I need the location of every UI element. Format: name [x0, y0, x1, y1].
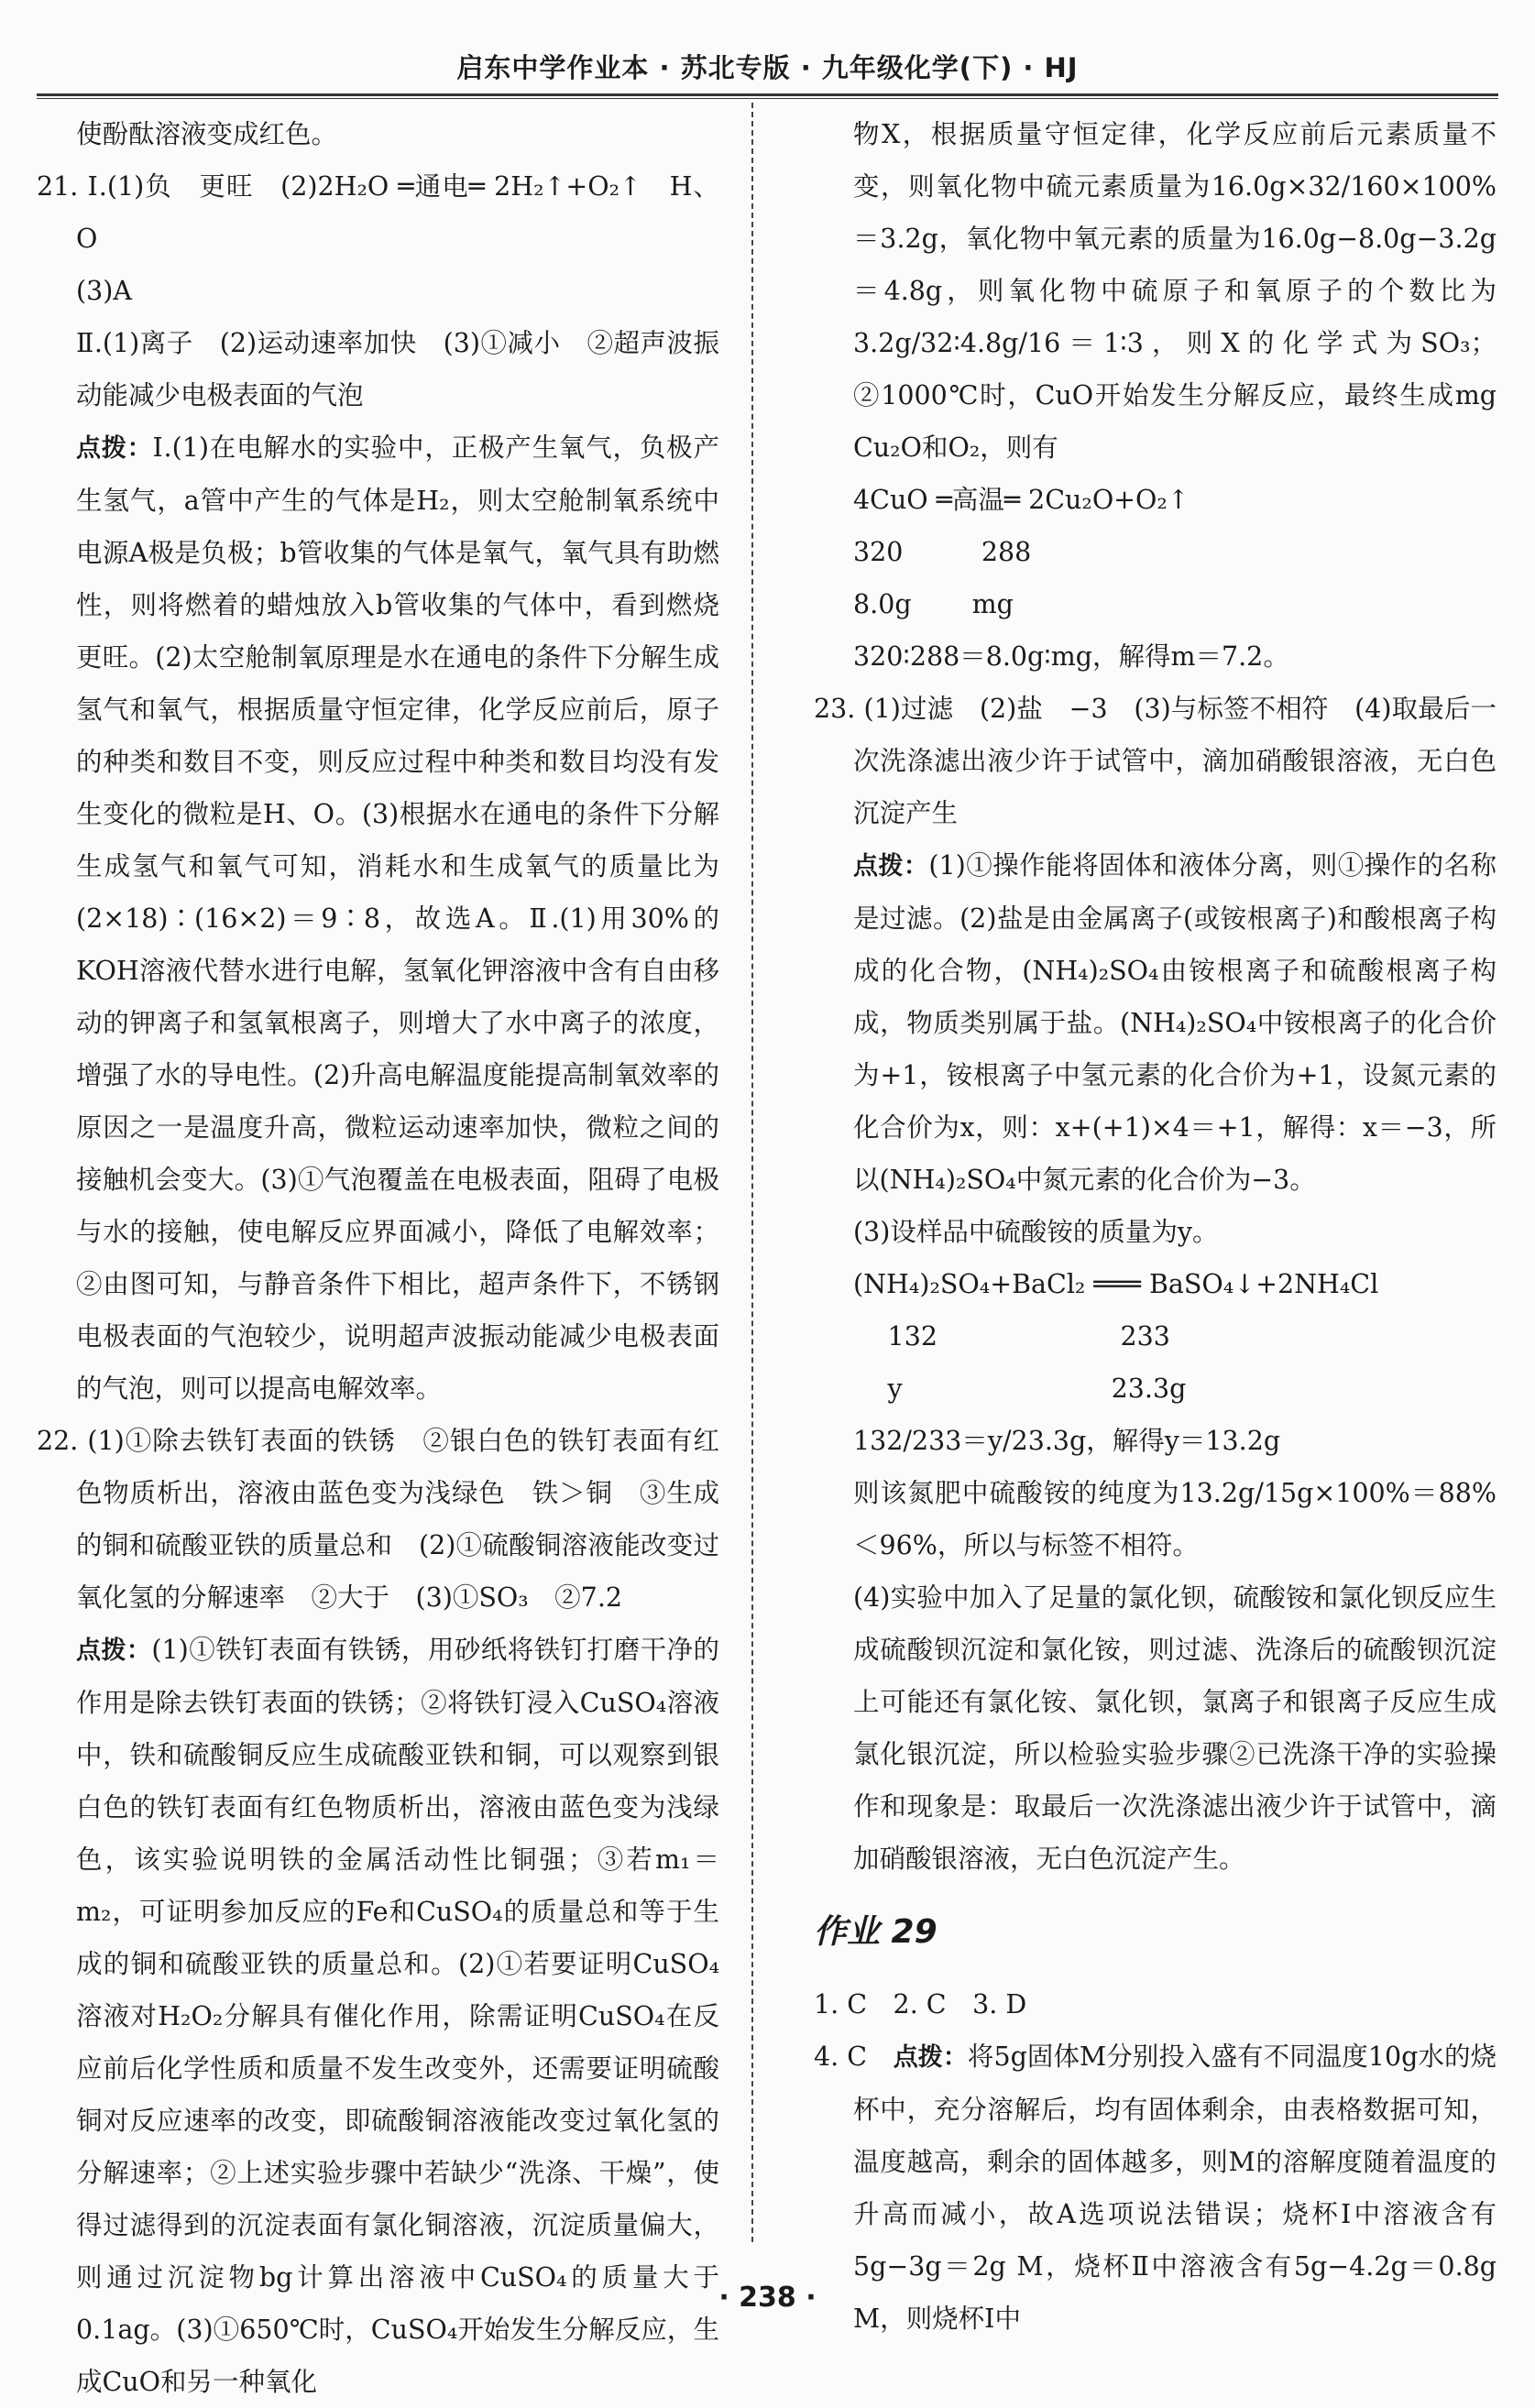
hint-label: 点拨：: [853, 852, 929, 881]
header-title: 启东中学作业本 · 苏北专版 · 九年级化学(下) · HJ: [456, 52, 1079, 83]
column-divider: [751, 103, 753, 2242]
answer-21: 21. Ⅰ.(1)负 更旺 (2)2H₂O ═通电═ 2H₂↑+O₂↑ H、O: [37, 171, 719, 254]
hint-21: [37, 421, 719, 1415]
page-header: [0, 0, 1535, 92]
paragraph: 则该氮肥中硫酸铵的纯度为13.2g/15g×100%＝88%＜96%，所以与标签不相符。: [853, 1478, 1497, 1560]
paragraph: 物X，根据质量守恒定律，化学反应前后元素质量不变，则氧化物中硫元素质量为16.0g×32/160×100%＝3.2g，氧化物中氧元素的质量为16.0g−8.0g−3.2g＝4.8g，则氧化物中硫原子和氧原子的个数比为3.2g/32∶4.8g/16＝1∶3，则X的化学式为SO₃；②1000℃时，CuO开始发生分解反应，最终生成mg Cu₂O和O₂，则有: [853, 119, 1497, 463]
answer-22: 22. (1)①除去铁钉表面的铁锈 ②银白色的铁钉表面有红色物质析出，溶液由蓝色变为浅绿色 铁＞铜 ③生成的铜和硫酸亚铁的质量总和 (2)①硫酸铜溶液能改变过氧化氢的分解速率 ②大于 (3)①SO₃ ②7.2: [37, 1426, 719, 1613]
hint-23: [814, 839, 1497, 1206]
hint-text: (1)①操作能将固体和液体分离，则①操作的名称是过滤。(2)盐是由金属离子(或铵根离子)和酸根离子构成的化合物，(NH₄)₂SO₄由铵根离子和硫酸根离子构成，物质类别属于盐。(NH₄)₂SO₄中铵根离子的化合价为+1，铵根离子中氢元素的化合价为+1，设氮元素的化合价为x，则：x+(+1)×4＝+1，解得：x＝−3，所以(NH₄)₂SO₄中氮元素的化合价为−3。: [853, 850, 1497, 1195]
right-column: [814, 108, 1497, 2345]
paragraph: 使酚酞溶液变成红色。: [76, 119, 338, 149]
hint-label: 点拨：: [893, 2043, 968, 2072]
answer-prefix: 4. C: [814, 2041, 894, 2072]
paragraph: (4)实验中加入了足量的氯化钡，硫酸铵和氯化钡反应生成硫酸钡沉淀和氯化铵，则过滤、洗涤后的硫酸钡沉淀上可能还有氯化铵、氯化钡，氯离子和银离子反应生成氯化银沉淀，所以检验实验步骤②已洗涤干净的实验操作和现象是：取最后一次洗涤滤出液少许于试管中，滴加硝酸银溶液，无白色沉淀产生。: [853, 1582, 1497, 1874]
page-number: · 238 ·: [718, 2282, 817, 2314]
paragraph: (3)设样品中硫酸铵的质量为y。: [853, 1217, 1219, 1247]
equation-mass: 8.0g mg: [853, 589, 1014, 619]
answer-23: 23. (1)过滤 (2)盐 −3 (3)与标签不相符 (4)取最后一次洗涤滤出液少许于试管中，滴加硝酸银溶液，无白色沉淀产生: [814, 694, 1497, 828]
header-rule-thin: [37, 98, 1498, 99]
hint-label: 点拨：: [76, 434, 153, 463]
paragraph: 132/233＝y/23.3g，解得y＝13.2g: [853, 1426, 1281, 1456]
equation: 4CuO ═高温═ 2Cu₂O+O₂↑: [853, 485, 1190, 515]
paragraph: 320∶288＝8.0g∶mg，解得m＝7.2。: [853, 641, 1289, 672]
equation-mass: y 23.3g: [853, 1374, 1187, 1404]
equation: (NH₄)₂SO₄+BaCl₂ ═══ BaSO₄↓+2NH₄Cl: [853, 1269, 1379, 1299]
hint-text: Ⅰ.(1)在电解水的实验中，正极产生氧气，负极产生氢气，a管中产生的气体是H₂，则太空舱制氧系统中电源A极是负极；b管收集的气体是氧气，氧气具有助燃性，则将燃着的蜡烛放入b管收集的气体中，看到燃烧更旺。(2)太空舱制氧原理是水在通电的条件下分解生成氢气和氧气，根据质量守恒定律，化学反应前后，原子的种类和数目不变，则反应过程中种类和数目均没有发生变化的微粒是H、O。(3)根据水在通电的条件下分解生成氢气和氧气可知，消耗水和生成氧气的质量比为(2×18)∶(16×2)＝9∶8，故选A。Ⅱ.(1)用30%的KOH溶液代替水进行电解，氢氧化钾溶液中含有自由移动的钾离子和氢氧根离子，则增大了水中离子的浓度，增强了水的导电性。(2)升高电解温度能提高制氧效率的原因之一是温度升高，微粒运动速率加快，微粒之间的接触机会变大。(3)①气泡覆盖在电极表面，阻碍了电极与水的接触，使电解反应界面减小，降低了电解效率；②由图可知，与静音条件下相比，超声条件下，不锈钢电极表面的气泡较少，说明超声波振动能减少电极表面的气泡，则可以提高电解效率。: [76, 432, 719, 1404]
hint-text: 将5g固体M分别投入盛有不同温度10g水的烧杯中，充分溶解后，均有固体剩余，由表格数据可知，温度越高，剩余的固体越多，则M的溶解度随着温度的升高而减小，故A选项说法错误；烧杯Ⅰ中溶液含有5g−3g＝2g M，烧杯Ⅱ中溶液含有5g−4.2g＝0.8g M，则烧杯Ⅰ中: [853, 2041, 1497, 2334]
section-title: 作业 29: [814, 1913, 937, 1951]
header-rule: [37, 93, 1498, 96]
equation-ratio: 132 233: [853, 1321, 1170, 1352]
paragraph: (3)A: [76, 276, 132, 306]
hint-label: 点拨：: [76, 1636, 152, 1665]
left-column: [37, 108, 719, 2408]
answers-1-3: 1. C 2. C 3. D: [814, 1989, 1027, 2019]
paragraph: Ⅱ.(1)离子 (2)运动速率加快 (3)①减小 ②超声波振动能减少电极表面的气泡: [76, 328, 719, 410]
hint-text: (1)①铁钉表面有铁锈，用砂纸将铁钉打磨干净的作用是除去铁钉表面的铁锈；②将铁钉浸入CuSO₄溶液中，铁和硫酸铜反应生成硫酸亚铁和铜，可以观察到银白色的铁钉表面有红色物质析出，溶液由蓝色变为浅绿色，该实验说明铁的金属活动性比铜强；③若m₁＝m₂，可证明参加反应的Fe和CuSO₄的质量总和等于生成的铜和硫酸亚铁的质量总和。(2)①若要证明CuSO₄溶液对H₂O₂分解具有催化作用，除需证明CuSO₄在反应前后化学性质和质量不发生改变外，还需要证明硫酸铜对反应速率的改变，即硫酸铜溶液能改变过氧化氢的分解速率；②上述实验步骤中若缺少“洗涤、干燥”，使得过滤得到的沉淀表面有氯化铜溶液，沉淀质量偏大，则通过沉淀物bg计算出溶液中CuSO₄的质量大于0.1ag。(3)①650℃时，CuSO₄开始发生分解反应，生成CuO和另一种氧化: [76, 1635, 720, 2397]
equation-ratio: 320 288: [853, 537, 1032, 567]
